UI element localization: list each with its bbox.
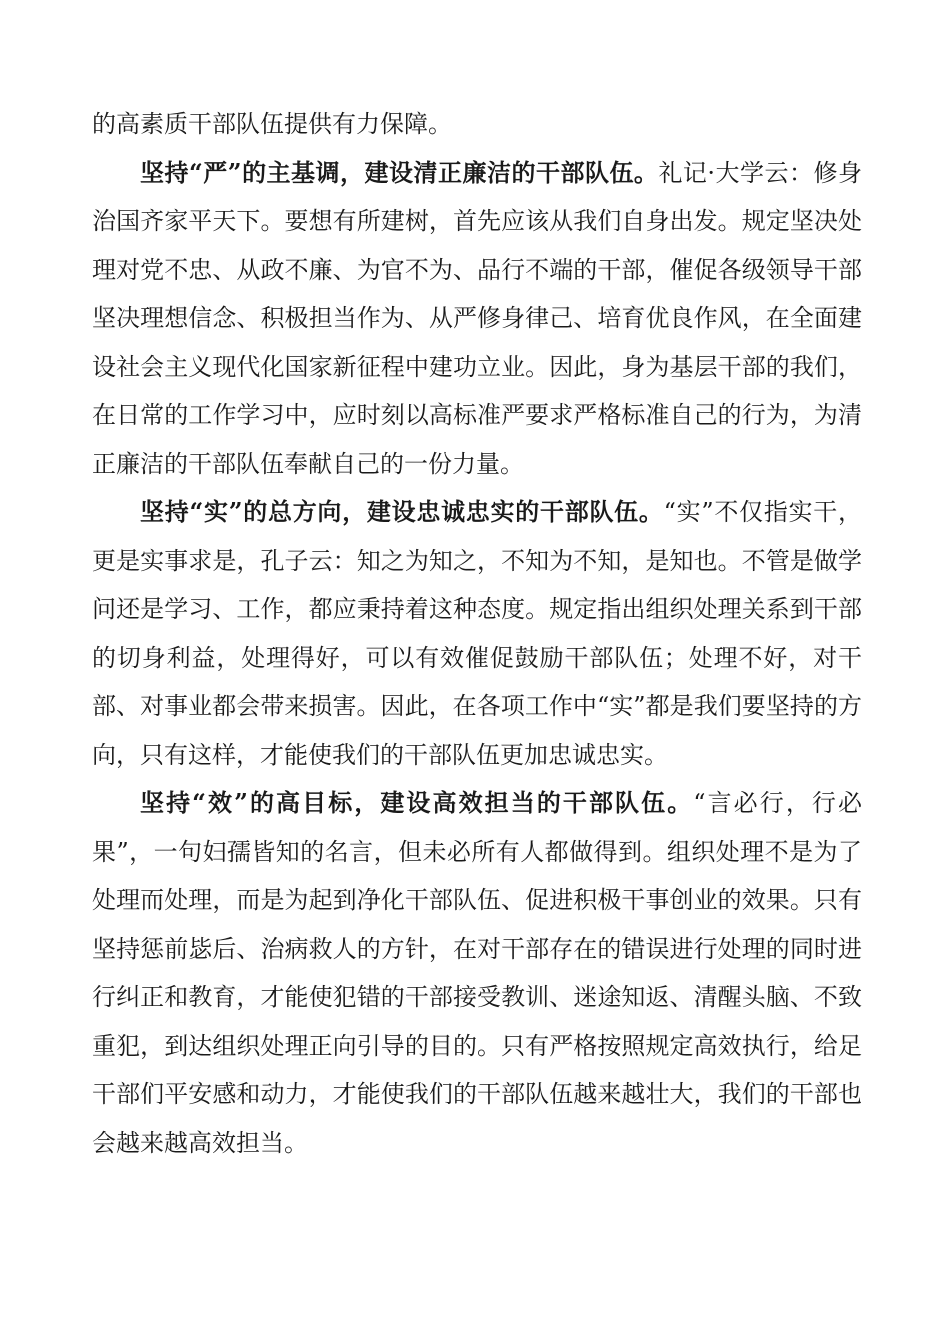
paragraph-heading: 坚持“严”的主基调，建设清正廉洁的干部队伍。 (140, 157, 659, 187)
paragraph-effective (92, 779, 862, 1167)
document-body (92, 100, 862, 1167)
paragraph-text: “言必行，行必果”，一句妇孺皆知的名言，但未必所有人都做得到。组织处理不是为了处理而处理，而是为起到净化干部队伍、促进积极干事创业的效果。只有坚持惩前毖后、治病救人的方针，在对干部存在的错误进行处理的同时进行纠正和教育，才能使犯错的干部接受教训、迷途知返、清醒头脑、不致重犯，到达组织处理正向引导的目的。只有严格按照规定高效执行，给足干部们平安感和动力，才能使我们的干部队伍越来越壮大，我们的干部也会越来越高效担当。 (92, 789, 862, 1157)
paragraph-practical (92, 488, 862, 779)
paragraph-text: 礼记·大学云：修身治国齐家平天下。要想有所建树，首先应该从我们自身出发。规定坚决处理对党不忠、从政不廉、为官不为、品行不端的干部，催促各级领导干部坚决理想信念、积极担当作为、从严修身律己、培育优良作风，在全面建设社会主义现代化国家新征程中建功立业。因此，身为基层干部的我们，在日常的工作学习中，应时刻以高标准严要求严格标准自己的行为，为清正廉洁的干部队伍奉献自己的一份力量。 (92, 158, 862, 478)
paragraph-text: 的高素质干部队伍提供有力保障。 (92, 110, 452, 138)
paragraph-heading: 坚持“实”的总方向，建设忠诚忠实的干部队伍。 (140, 497, 664, 526)
paragraph-continuation (92, 100, 862, 149)
paragraph-heading: 坚持“效”的高目标，建设高效担当的干部队伍。 (140, 788, 694, 817)
paragraph-strict (92, 149, 862, 489)
paragraph-text: “实”不仅指实干，更是实事求是，孔子云：知之为知之，不知为不知，是知也。不管是做学问还是学习、工作，都应秉持着这种态度。规定指出组织处理关系到干部的切身利益，处理得好，可以有效催促鼓励干部队伍；处理不好，对干部、对事业都会带来损害。因此，在各项工作中“实”都是我们要坚持的方向，只有这样，才能使我们的干部队伍更加忠诚忠实。 (92, 498, 863, 769)
